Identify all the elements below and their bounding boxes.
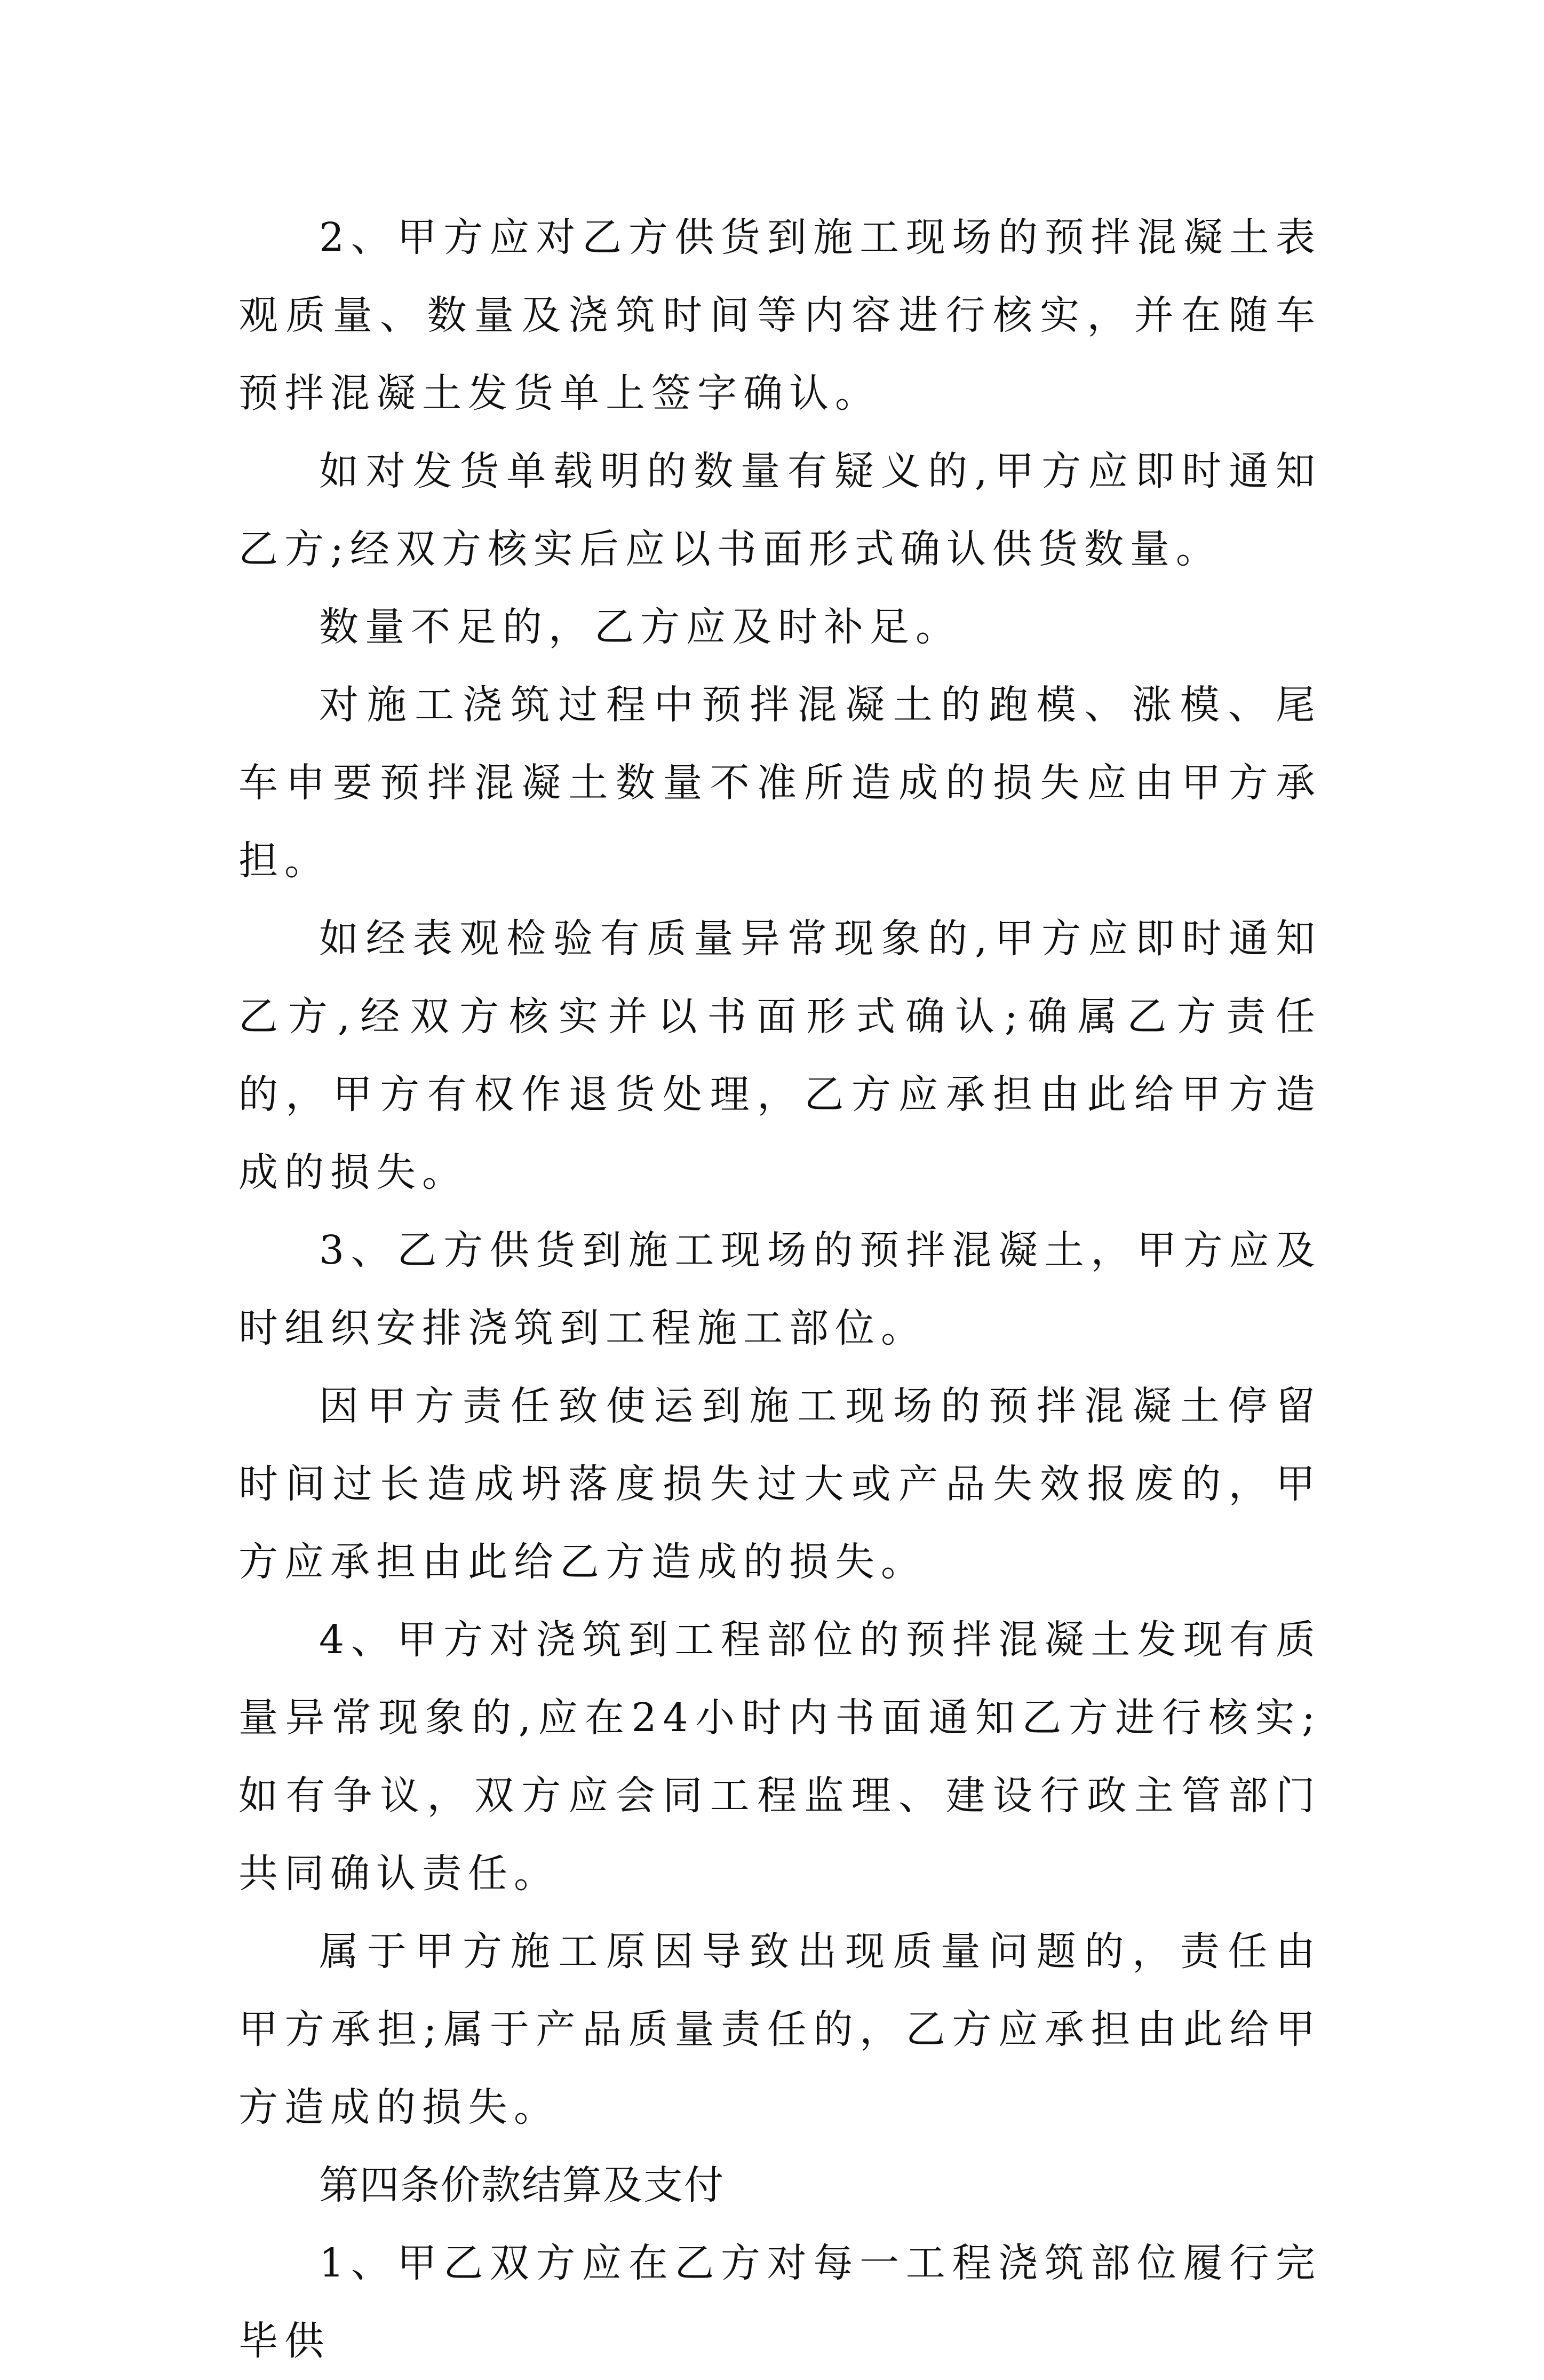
paragraph-clause-2: 2、甲方应对乙方供货到施工现场的预拌混凝土表观质量、数量及浇筑时间等内容进行核实，并在随车预拌混凝土发货单上签字确认。 — [238, 215, 1322, 416]
paragraph-clause-4: 4、甲方对浇筑到工程部位的预拌混凝土发现有质量异常现象的,应在24小时内书面通知乙方进行核实;如有争议，双方应会同工程监理、建设行政主管部门共同确认责任。 — [238, 1617, 1322, 1897]
paragraph-quantity-doubt: 如对发货单载明的数量有疑义的,甲方应即时通知乙方;经双方核实后应以书面形式确认供货数量。 — [238, 448, 1322, 572]
section-heading-article-4: 第四条价款结算及支付 — [319, 2162, 725, 2208]
paragraph-quantity-shortage: 数量不足的，乙方应及时补足。 — [319, 604, 961, 650]
paragraph-article-4-clause-1: 1、甲乙双方应在乙方对每一工程浇筑部位履行完毕供 — [238, 2240, 1322, 2364]
paragraph-delay-loss: 因甲方责任致使运到施工现场的预拌混凝土停留时间过长造成坍落度损失过大或产品失效报废的，甲方应承担由此给乙方造成的损失。 — [238, 1383, 1322, 1585]
paragraph-responsibility: 属于甲方施工原因导致出现质量问题的，责任由甲方承担;属于产品质量责任的，乙方应承担由此给甲方造成的损失。 — [238, 1929, 1322, 2130]
paragraph-clause-3: 3、乙方供货到施工现场的预拌混凝土，甲方应及时组织安排浇筑到工程施工部位。 — [238, 1227, 1322, 1351]
paragraph-quality-anomaly: 如经表观检验有质量异常现象的,甲方应即时通知乙方,经双方核实并以书面形式确认;确属乙方责任的，甲方有权作退货处理，乙方应承担由此给甲方造成的损失。 — [238, 916, 1322, 1195]
document-body — [238, 199, 1322, 2380]
paragraph-pouring-loss: 对施工浇筑过程中预拌混凝土的跑模、涨模、尾车申要预拌混凝土数量不准所造成的损失应由甲方承担。 — [238, 682, 1322, 884]
